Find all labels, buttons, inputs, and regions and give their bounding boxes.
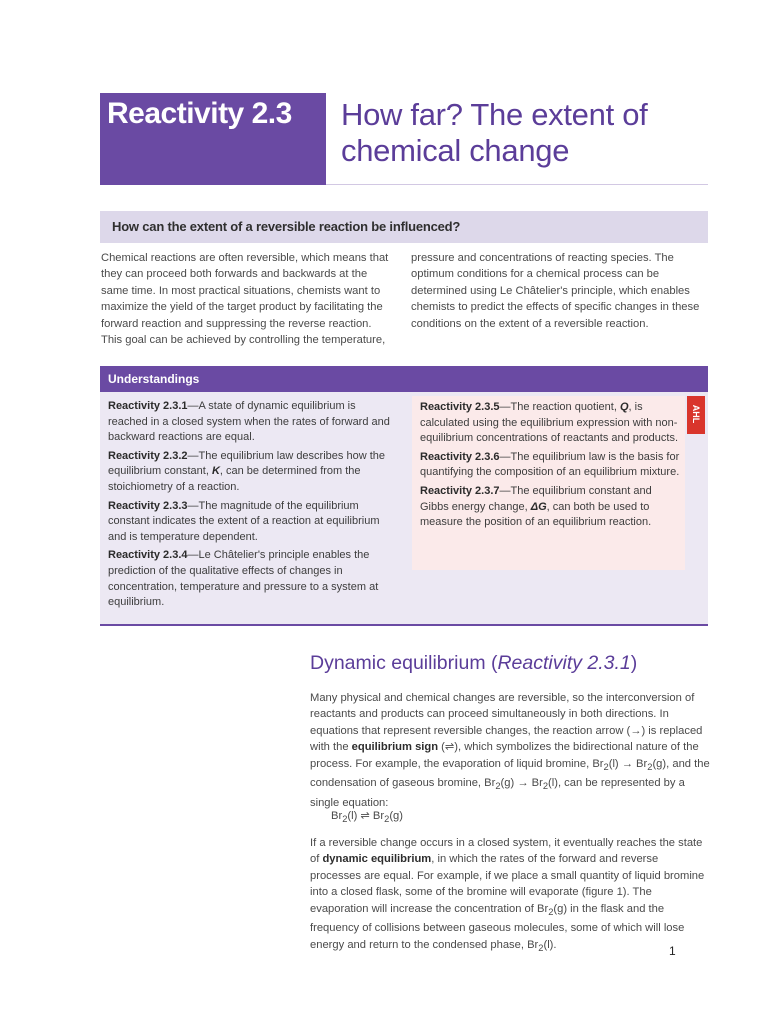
understandings-header [100,366,708,392]
intro-right-column: pressure and concentrations of reacting species. The optimum conditions for a chemical process can be determined using Le Châtelier's principle, which enables chemists to predict the effects of specific changes in these conditions on the extent of a reversible reaction. [411,252,700,330]
equation: $Br_2(l)$ ⇌ $Br_2(g)$ [331,810,403,825]
understanding-item: Reactivity 2.3.2—The equilibrium law describes how the equilibrium constant, K, can be determined from the stoichiometry of a reaction. [108,449,385,493]
section-label-block [100,93,326,185]
understanding-item: Reactivity 2.3.5—The reaction quotient, Q, is calculated using the equilibrium expression with non-equilibrium concentrations of reactants and products. [420,401,679,445]
chapter-title: How far? The extent of chemical change [341,97,648,168]
intro-left-column: Chemical reactions are often reversible, which means that they can proceed both forwards and backwards at the same time. In most practical situations, chemists want to maximize the yield of the target product by facilitating the forward reaction and suppressing the reverse reaction. This goal can be achieved by controlling the temperature, [101,252,389,347]
paragraph-1: Many physical and chemical changes are reversible, so the interconversion of reactants and products can proceed simultaneously in both directions. In equations that represent reversible changes, the reaction arrow (→) is replaced with the equilibrium sign (⇌), which symbolizes the bidirectional nature of the process. For example, the evaporation of liquid bromine, $Br_2(l) \to Br_2(g)$, and the condensation of gaseous bromine, $Br_2(g) \to Br_2(l)$, can be represented by a single equation: [310,692,710,809]
section-label: Reactivity 2.3 [107,97,292,130]
understanding-item: Reactivity 2.3.1—A state of dynamic equilibrium is reached in a closed system when the rates of forward and backward reactions are equal. [108,400,390,444]
paragraph-2: If a reversible change occurs in a closed system, it eventually reaches the state of dynamic equilibrium, in which the rates of the forward and reverse processes are equal. For example, if we place a small quantity of liquid bromine into a closed flask, some of the bromine will evaporate (figure 1). The evaporation will increase the concentration of $Br_2(g)$ in the flask and the frequency of collisions between gaseous molecules, some of which will lose energy and return to the condensed phase, $Br_2(l)$. [310,837,705,953]
understanding-item: Reactivity 2.3.3—The magnitude of the equilibrium constant indicates the extent of a reaction at equilibrium and is temperature dependent. [108,499,380,543]
guiding-question: How can the extent of a reversible reaction be influenced? [112,219,461,234]
understandings-left-column [108,399,390,614]
section-title: Dynamic equilibrium (Reactivity 2.3.1) [310,652,638,674]
understandings-panel [100,392,708,626]
ahl-understandings-box [412,396,685,570]
understanding-item: Reactivity 2.3.7—The equilibrium constant and Gibbs energy change, ΔG, can both be used to measure the position of an equilibrium reaction. [420,484,652,529]
understanding-item: Reactivity 2.3.6—The equilibrium law is the basis for quantifying the composition of an equilibrium mixture. [420,450,680,479]
guiding-question-bar [100,211,708,243]
page-number: 1 [669,944,676,958]
understanding-item: Reactivity 2.3.4—Le Châtelier's principle enables the prediction of the qualitative effects of changes in concentration, temperature and pressure to a system at equilibrium. [108,549,379,609]
ahl-label: AHL [691,404,701,424]
understandings-heading: Understandings [108,372,200,386]
divider [326,184,708,185]
ahl-tab [687,396,705,434]
